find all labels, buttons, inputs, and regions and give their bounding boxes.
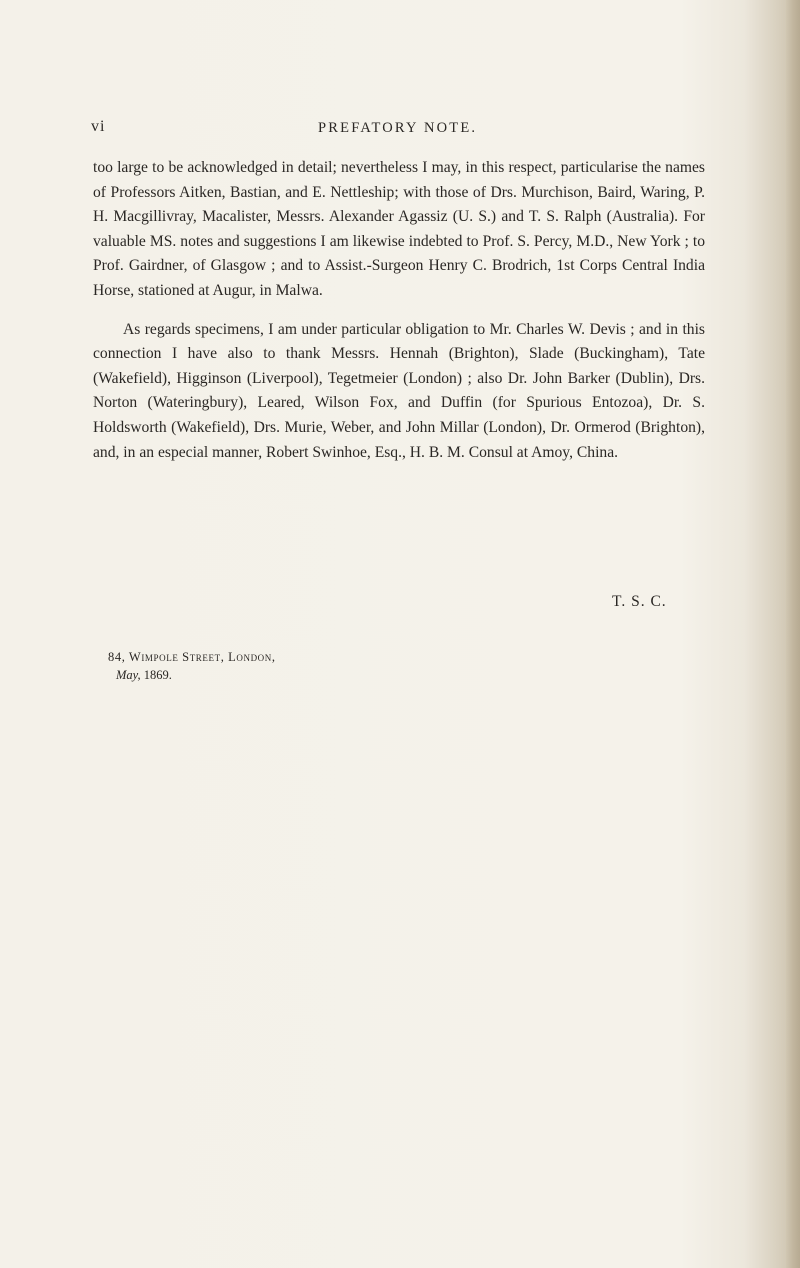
address-street: 84, Wimpole Street, London, [108, 650, 276, 664]
running-title: PREFATORY NOTE. [318, 120, 478, 136]
address-year: 1869. [143, 668, 172, 682]
signature-initials: T. S. C. [612, 593, 667, 610]
paragraph-1: too large to be acknowledged in detail; nevertheless I may, in this respect, particularise the names of Professors Aitken, Bastian, and E. Nettleship; with those of Drs. Murchison, Baird, Waring, P. H. Macgillivray, Macalister, Messrs. Alexander Agassiz (U. S.) and T. S. Ralph (Australia). For valuable MS. notes and suggestions I am likewise indebted to Prof. S. Percy, M.D., New York ; to Prof. Gairdner, of Glasgow ; and to Assist.-Surgeon Henry C. Brodrich, 1st Corps Central India Horse, stationed at Augur, in Malwa. [93, 159, 705, 299]
address-month: May, [116, 668, 141, 682]
page-number: vi [91, 118, 106, 135]
paragraph-2: As regards specimens, I am under particular obligation to Mr. Charles W. Devis ; and in this connection I have also to thank Messrs. Hennah (Brighton), Slade (Buckingham), Tate (Wakefield), Higginson (Liverpool), Tegetmeier (London) ; also Dr. John Barker (Dublin), Drs. Norton (Wateringbury), Leared, Wilson Fox, and Duffin (for Spurious Entozoa), Dr. S. Holdsworth (Wakefield), Drs. Murie, Weber, and John Millar (London), Dr. Ormerod (Brighton), and, in an especial manner, Robert Swinhoe, Esq., H. B. M. Consul at Amoy, China. [93, 320, 705, 461]
page-edge-shadow [786, 0, 800, 1268]
address-block [108, 648, 276, 684]
address-date [108, 666, 276, 684]
page-header [0, 118, 800, 142]
body-text [93, 156, 705, 465]
